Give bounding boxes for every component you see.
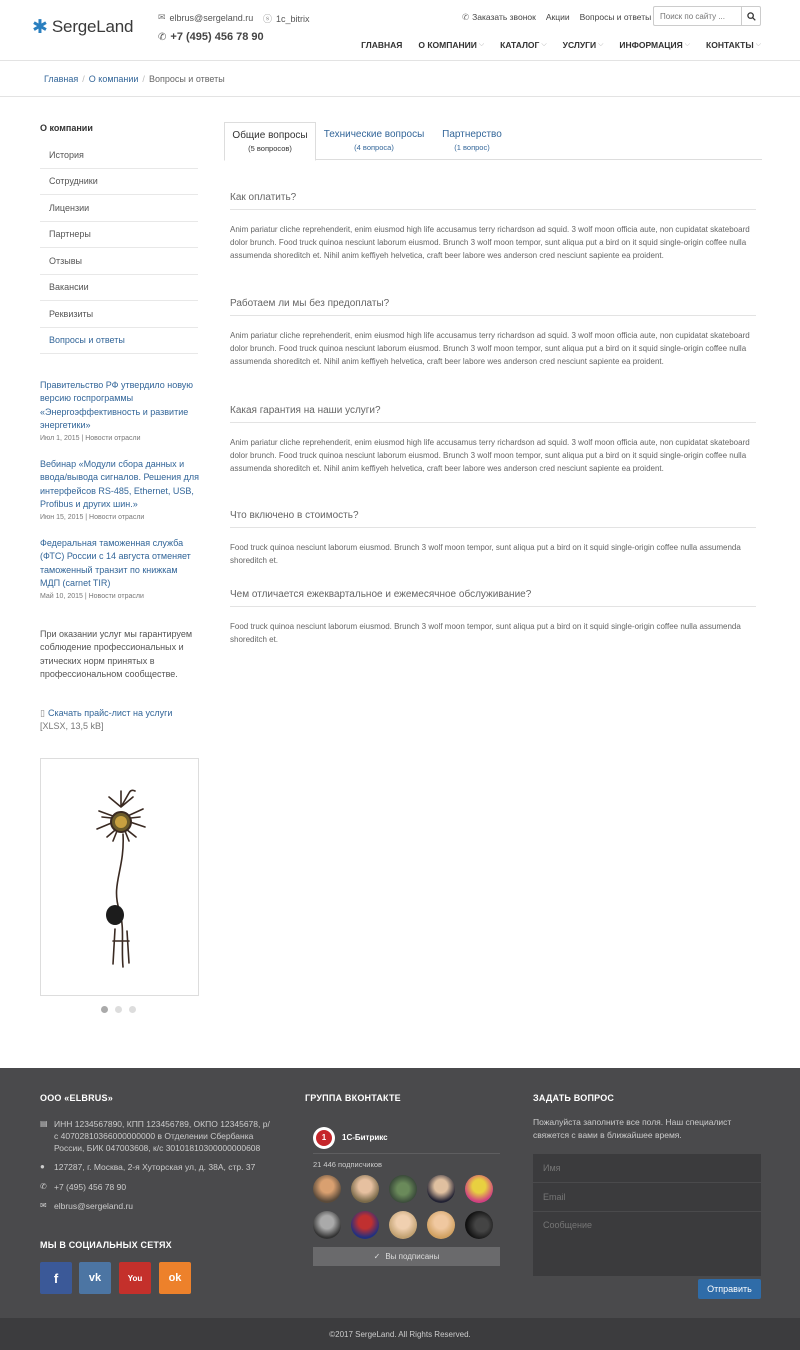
logo[interactable] bbox=[32, 17, 133, 37]
header-email-text: elbrus@sergeland.ru bbox=[169, 12, 254, 23]
nav-services[interactable] bbox=[563, 40, 604, 50]
nav-info-label: ИНФОРМАЦИЯ bbox=[619, 40, 683, 50]
vk-button-label: Вы подписаны bbox=[385, 1252, 440, 1261]
tab-count: (4 вопроса) bbox=[354, 143, 394, 152]
phone-icon: ✆ bbox=[158, 31, 167, 43]
tab-partnership[interactable] bbox=[432, 122, 512, 160]
breadcrumb-about[interactable]: О компании bbox=[88, 74, 139, 84]
copyright: ©2017 SergeLand. All Rights Reserved. bbox=[0, 1318, 800, 1350]
sidebar-item-history[interactable]: История bbox=[40, 142, 198, 169]
vk-subscribed-button[interactable] bbox=[313, 1247, 500, 1266]
footer-address bbox=[40, 1161, 270, 1173]
slider-dot[interactable] bbox=[101, 1006, 108, 1013]
card-icon: ▤ bbox=[40, 1119, 48, 1128]
avatar[interactable] bbox=[389, 1175, 417, 1203]
faq-answer: Food truck quinoa nesciunt laborum eiusmod. Brunch 3 wolf moon tempor, sunt aliqua put a bird on it squid single-origin coffee nulla assumenda shoreditch et. bbox=[230, 622, 741, 645]
nav-contacts-label: КОНТАКТЫ bbox=[706, 40, 754, 50]
phone-small-icon: ✆ bbox=[462, 12, 470, 22]
nav-catalog[interactable] bbox=[500, 40, 547, 50]
phone-icon: ✆ bbox=[40, 1182, 47, 1191]
search-box bbox=[653, 6, 761, 26]
faq-link[interactable]: Вопросы и ответы bbox=[579, 12, 652, 22]
avatar[interactable] bbox=[465, 1211, 493, 1239]
sidebar-item-licenses[interactable]: Лицензии bbox=[40, 195, 198, 222]
nav-info[interactable] bbox=[619, 40, 690, 50]
footer-email[interactable] bbox=[40, 1200, 270, 1212]
header-skype[interactable] bbox=[263, 12, 310, 25]
faq-question[interactable]: Работаем ли мы без предоплаты? bbox=[230, 298, 756, 316]
tab-count: (5 вопросов) bbox=[248, 144, 292, 153]
sidebar-title[interactable]: О компании bbox=[40, 123, 93, 133]
sidebar-menu bbox=[40, 142, 198, 354]
sidebar-item-staff[interactable]: Сотрудники bbox=[40, 169, 198, 196]
avatar[interactable] bbox=[313, 1211, 341, 1239]
top-links bbox=[462, 12, 651, 23]
faq-item bbox=[230, 192, 756, 263]
email-input[interactable] bbox=[533, 1183, 761, 1211]
breadcrumb-band bbox=[0, 61, 800, 97]
checkmark-icon: ✓ bbox=[373, 1252, 381, 1261]
breadcrumb-home[interactable]: Главная bbox=[44, 74, 79, 84]
tab-label: Технические вопросы bbox=[323, 129, 425, 140]
chevron-down-icon: ⌵ bbox=[541, 41, 547, 48]
avatar[interactable] bbox=[313, 1175, 341, 1203]
search-icon bbox=[747, 12, 756, 21]
youtube-icon: You bbox=[127, 1273, 143, 1283]
footer-requisites bbox=[40, 1118, 270, 1154]
footer-company-title: ООО «ELBRUS» bbox=[40, 1093, 113, 1103]
send-button[interactable]: Отправить bbox=[698, 1279, 761, 1299]
chevron-down-icon: ⌵ bbox=[755, 41, 761, 48]
avatar[interactable] bbox=[351, 1175, 379, 1203]
header-skype-text: 1c_bitrix bbox=[276, 13, 310, 24]
sidebar-text: При оказании услуг мы гарантируем соблюдение профессиональных и этических норм принятых в профессиональном сообществе. bbox=[40, 629, 193, 679]
logo-star-icon: ✱ bbox=[32, 16, 48, 38]
vk-subscribers: 21 446 подписчиков bbox=[313, 1160, 383, 1169]
price-list-link[interactable]: Скачать прайс-лист на услуги bbox=[47, 708, 173, 718]
callback-link-text: Заказать звонок bbox=[472, 12, 536, 22]
faq-question[interactable]: Как оплатить? bbox=[230, 192, 756, 210]
footer-vk-title: ГРУППА ВКОНТАКТЕ bbox=[305, 1093, 401, 1103]
search-button[interactable] bbox=[741, 7, 760, 25]
breadcrumb bbox=[44, 74, 225, 84]
faq-question[interactable]: Что включено в стоимость? bbox=[230, 510, 756, 528]
sidebar-item-vacancies[interactable]: Вакансии bbox=[40, 275, 198, 302]
vk-group-name: 1С-Битрикс bbox=[342, 1133, 388, 1142]
slider-dots bbox=[101, 1006, 136, 1013]
faq-question[interactable]: Чем отличается ежеквартальное и ежемесячное обслуживание? bbox=[230, 589, 756, 607]
bitrix-logo-icon: 1 bbox=[313, 1127, 335, 1149]
chevron-down-icon: ⌵ bbox=[478, 41, 485, 48]
tab-count: (1 вопрос) bbox=[454, 143, 490, 152]
header-phone-text: +7 (495) 456 78 90 bbox=[170, 31, 264, 43]
news-meta: Июн 15, 2015 | Новости отрасли bbox=[40, 514, 145, 522]
news-item bbox=[40, 458, 200, 521]
news-title[interactable]: Вебинар «Модули сбора данных и ввода/вывода сигналов. Решения для интерфейсов RS-485, Ethernet, USB, Profibus и других шин.» bbox=[40, 459, 200, 509]
site-header bbox=[0, 0, 800, 61]
price-list-download bbox=[40, 707, 200, 733]
nav-about[interactable] bbox=[418, 40, 484, 50]
footer-ask-title: ЗАДАТЬ ВОПРОС bbox=[533, 1093, 615, 1103]
avatar[interactable] bbox=[389, 1211, 417, 1239]
tab-general[interactable] bbox=[224, 122, 316, 161]
slider-dot[interactable] bbox=[129, 1006, 136, 1013]
footer-social-title: МЫ В СОЦИАЛЬНЫХ СЕТЯХ bbox=[40, 1240, 172, 1250]
footer-requisites-text: ИНН 1234567890, КПП 123456789, ОКПО 12345678, р/с 40702810366000000000 в Отделении Сбербанка России, БИК 047003608, к/с 30101810300000000608 bbox=[54, 1119, 270, 1153]
garden-stake-image bbox=[41, 759, 200, 997]
faq-question[interactable]: Какая гарантия на наши услуги? bbox=[230, 405, 756, 423]
nav-catalog-label: КАТАЛОГ bbox=[500, 40, 540, 50]
faq-item bbox=[230, 589, 756, 646]
footer-phone-text: +7 (495) 456 78 90 bbox=[54, 1182, 127, 1192]
news-item bbox=[40, 379, 200, 442]
callback-link[interactable] bbox=[462, 12, 536, 23]
news-title[interactable]: Федеральная таможенная служба (ФТС) России с 14 августа отменяет таможенный транзит по книжкам МДП (carnet TIR) bbox=[40, 538, 191, 588]
tab-label: Общие вопросы bbox=[232, 130, 308, 141]
footer-ask-text: Пожалуйста заполните все поля. Наш специалист свяжется с вами в ближайшее время. bbox=[533, 1117, 732, 1140]
faq-item bbox=[230, 298, 756, 369]
news-meta: Июл 1, 2015 | Новости отрасли bbox=[40, 435, 141, 443]
main-nav bbox=[345, 40, 761, 50]
avatar[interactable] bbox=[427, 1211, 455, 1239]
nav-about-label: О КОМПАНИИ bbox=[418, 40, 477, 50]
avatar[interactable] bbox=[465, 1175, 493, 1203]
footer-address-text: 127287, г. Москва, 2-я Хуторская ул, д. 38А, стр. 37 bbox=[54, 1162, 256, 1172]
header-phone[interactable] bbox=[158, 31, 264, 43]
news-meta: Май 10, 2015 | Новости отрасли bbox=[40, 593, 144, 601]
search-input[interactable] bbox=[654, 7, 741, 25]
nav-home-label: ГЛАВНАЯ bbox=[361, 40, 403, 50]
tab-label: Партнерство bbox=[442, 129, 502, 140]
facebook-button[interactable] bbox=[40, 1262, 72, 1294]
odnoklassniki-button[interactable] bbox=[159, 1262, 191, 1294]
skype-icon: ⓢ bbox=[263, 14, 273, 24]
sidebar-item-reviews[interactable]: Отзывы bbox=[40, 248, 198, 275]
avatar[interactable] bbox=[427, 1175, 455, 1203]
vk-widget-header[interactable] bbox=[313, 1122, 500, 1154]
faq-answer: Anim pariatur cliche reprehenderit, enim eiusmod high life accusamus terry richardson ad squid. 3 wolf moon officia aute, non cupidatat skateboard dolor brunch. Food truck quinoa nesciunt laborum eiusmod. Brunch 3 wolf moon tempor, sunt aliqua put a bird on it squid single-origin coffee nulla assumenda shoreditch et. Nihil anim keffiyeh helvetica, craft beer labore wes anderson cred nesciunt sapiente ea proident. bbox=[230, 225, 750, 261]
news-item bbox=[40, 537, 200, 600]
chevron-down-icon: ⌵ bbox=[598, 41, 604, 48]
envelope-icon: ✉ bbox=[40, 1201, 47, 1210]
price-list-meta: [XLSX, 13,5 kB] bbox=[40, 721, 104, 731]
footer-phone[interactable] bbox=[40, 1181, 270, 1193]
breadcrumb-separator: / bbox=[82, 74, 85, 84]
nav-home[interactable] bbox=[361, 40, 402, 50]
nav-contacts[interactable] bbox=[706, 40, 761, 50]
facebook-icon: f bbox=[53, 1270, 59, 1286]
faq-item bbox=[230, 510, 756, 567]
promo-banner[interactable] bbox=[40, 758, 199, 996]
youtube-button[interactable] bbox=[119, 1262, 151, 1294]
breadcrumb-current: Вопросы и ответы bbox=[148, 74, 225, 84]
sidebar-item-faq[interactable]: Вопросы и ответы bbox=[40, 328, 198, 355]
message-textarea[interactable] bbox=[533, 1212, 761, 1276]
vk-avatars bbox=[313, 1175, 503, 1239]
document-icon: ▯ bbox=[40, 708, 45, 718]
vk-button[interactable] bbox=[79, 1262, 111, 1294]
map-marker-icon: ● bbox=[40, 1162, 45, 1171]
name-input[interactable] bbox=[533, 1154, 761, 1182]
sidebar-item-partners[interactable]: Партнеры bbox=[40, 222, 198, 249]
faq-item bbox=[230, 405, 756, 476]
news-title[interactable]: Правительство РФ утвердило новую версию госпрограммы «Энергоэффективность и развитие энергетики» bbox=[40, 380, 194, 430]
odnoklassniki-icon: ok bbox=[168, 1272, 182, 1284]
logo-text: SergeLand bbox=[51, 17, 134, 36]
vk-icon: vk bbox=[88, 1272, 102, 1284]
nav-services-label: УСЛУГИ bbox=[562, 40, 597, 50]
envelope-icon: ✉ bbox=[158, 12, 166, 22]
breadcrumb-separator: / bbox=[142, 74, 145, 84]
header-email[interactable] bbox=[158, 12, 253, 23]
avatar[interactable] bbox=[351, 1211, 379, 1239]
faq-answer: Anim pariatur cliche reprehenderit, enim eiusmod high life accusamus terry richardson ad squid. 3 wolf moon officia aute, non cupidatat skateboard dolor brunch. Food truck quinoa nesciunt laborum eiusmod. Brunch 3 wolf moon tempor, sunt aliqua put a bird on it squid single-origin coffee nulla assumenda shoreditch et. Nihil anim keffiyeh helvetica, craft beer labore wes anderson cred nesciunt sapiente ea proident. bbox=[230, 438, 750, 474]
sidebar-item-requisites[interactable]: Реквизиты bbox=[40, 301, 198, 328]
faq-answer: Anim pariatur cliche reprehenderit, enim eiusmod high life accusamus terry richardson ad squid. 3 wolf moon officia aute, non cupidatat skateboard dolor brunch. Food truck quinoa nesciunt laborum eiusmod. Brunch 3 wolf moon tempor, sunt aliqua put a bird on it squid single-origin coffee nulla assumenda shoreditch et. Nihil anim keffiyeh helvetica, craft beer labore wes anderson cred nesciunt sapiente ea proident. bbox=[230, 331, 750, 367]
tab-technical[interactable] bbox=[320, 122, 428, 160]
promo-link[interactable]: Акции bbox=[545, 12, 570, 22]
chevron-down-icon: ⌵ bbox=[684, 41, 691, 48]
faq-answer: Food truck quinoa nesciunt laborum eiusmod. Brunch 3 wolf moon tempor, sunt aliqua put a bird on it squid single-origin coffee nulla assumenda shoreditch et. bbox=[230, 543, 741, 566]
footer-email-text: elbrus@sergeland.ru bbox=[54, 1201, 134, 1211]
faq-tabs bbox=[224, 122, 762, 160]
slider-dot[interactable] bbox=[115, 1006, 122, 1013]
